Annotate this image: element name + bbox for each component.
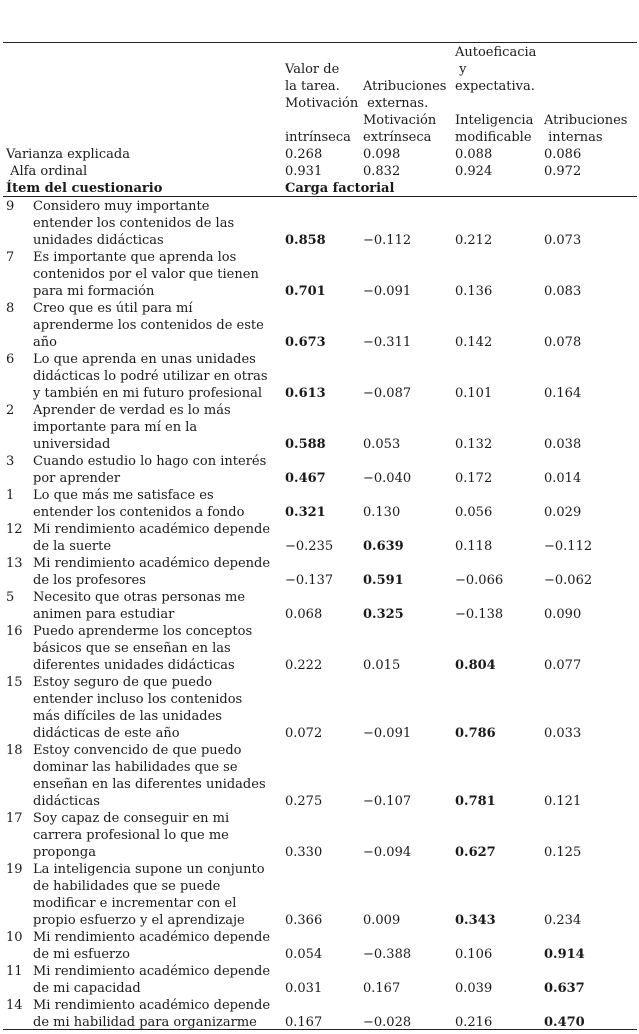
header-col3-line: Inteligencia [455,113,534,128]
loading-value: 0.078 [544,335,582,350]
item-text-line: enseñan en las diferentes unidades [33,777,266,792]
item-text-line: Mi rendimiento académico depende [33,998,271,1013]
loading-value: 0.132 [455,437,493,452]
loading-value: 0.054 [285,947,323,962]
item-text [33,351,273,402]
varianza-value: 0.268 [285,147,323,162]
item-text-line: de los profesores [33,573,146,588]
item-text-line: por aprender [33,471,121,486]
item-text-line: año [33,335,57,350]
carga-factorial-header: Carga factorial [285,181,395,196]
loading-value: 0.029 [544,505,582,520]
item-text-line: universidad [33,437,111,452]
loading-value: 0.591 [363,573,404,588]
item-text-line: básicos que se enseñan en las [33,641,231,656]
loading-value: 0.467 [285,471,326,486]
loading-value: 0.167 [363,981,401,996]
item-text-line: didácticas de este año [33,726,180,741]
header-col2-line: externas. [363,96,429,111]
varianza-value: 0.098 [363,147,401,162]
loading-value: −0.028 [363,1015,412,1030]
loading-value: −0.112 [363,233,412,248]
loading-value: −0.091 [363,726,412,741]
loading-value: 0.613 [285,386,326,401]
loading-value: 0.234 [544,913,582,928]
loading-value: 0.053 [363,437,401,452]
item-text-line: Cuando estudio lo hago con interés [33,454,267,469]
loading-value: 0.083 [544,284,582,299]
loading-value: 0.106 [455,947,493,962]
item-number: 13 [6,556,23,571]
item-text-line: Soy capaz de conseguir en mi [33,811,230,826]
header-col4-line: internas [544,130,603,145]
item-text-line: unidades didácticas [33,233,164,248]
loading-value: 0.275 [285,794,323,809]
alfa-value: 0.832 [363,164,401,179]
alfa-value: 0.972 [544,164,582,179]
item-text-line: Estoy seguro de que puedo [33,675,213,690]
item-number: 5 [6,590,15,605]
loading-value: 0.222 [285,658,323,673]
top-rule [3,42,637,43]
item-text [33,589,273,623]
item-text-line: Aprender de verdad es lo más [33,403,231,418]
loading-value: 0.627 [455,845,496,860]
loading-value: 0.130 [363,505,401,520]
item-number: 16 [6,624,23,639]
header-col3-line: expectativa. [455,79,535,94]
item-text-line: para mi formación [33,284,155,299]
item-number: 2 [6,403,15,418]
loading-value: 0.125 [544,845,582,860]
alfa-value: 0.931 [285,164,323,179]
item-text-line: de mi capacidad [33,981,141,996]
varianza-value: 0.086 [544,147,582,162]
item-text-line: didácticas [33,794,100,809]
item-text-line: animen para estudiar [33,607,175,622]
item-number: 17 [6,811,23,826]
loading-value: 0.781 [455,794,496,809]
item-text-line: y también en mi futuro profesional [33,386,263,401]
item-text-line: Puedo aprenderme los conceptos [33,624,253,639]
loading-value: 0.014 [544,471,582,486]
header-rule [3,196,637,197]
loading-value: 0.321 [285,505,326,520]
header-col2-line: extrínseca [363,130,432,145]
item-text [33,453,273,487]
item-text-line: Es importante que aprenda los [33,250,237,265]
item-text [33,249,273,300]
item-text [33,521,273,555]
item-text-line: Considero muy importante [33,199,210,214]
item-text [33,198,273,249]
loading-value: 0.470 [544,1015,585,1030]
loading-value: −0.112 [544,539,593,554]
item-text-line: Mi rendimiento académico depende [33,930,271,945]
alfa-value: 0.924 [455,164,493,179]
item-text-line: de habilidades que se puede [33,879,221,894]
item-text [33,810,273,861]
loading-value: 0.172 [455,471,493,486]
header-col1-line: intrínseca [285,130,351,145]
loading-value: −0.094 [363,845,412,860]
loading-value: 0.072 [285,726,323,741]
item-number: 3 [6,454,15,469]
item-text-line: Lo que más me satisface es [33,488,214,503]
loading-value: 0.033 [544,726,582,741]
item-text [33,300,273,351]
varianza-value: 0.088 [455,147,493,162]
item-number: 19 [6,862,23,877]
loading-value: 0.212 [455,233,493,248]
item-number: 15 [6,675,23,690]
item-number: 10 [6,930,23,945]
item-text [33,623,273,674]
item-text-line: de mi habilidad para organizarme [33,1015,257,1030]
loading-value: 0.216 [455,1015,493,1030]
item-text-line: entender los contenidos de las [33,216,235,231]
loading-value: 0.701 [285,284,326,299]
item-number: 12 [6,522,23,537]
item-text-line: aprenderme los contenidos de este [33,318,264,333]
item-text [33,487,273,521]
item-text-line: de mi esfuerzo [33,947,130,962]
item-text [33,402,273,453]
loading-value: 0.914 [544,947,585,962]
item-text [33,742,273,810]
item-text-line: Mi rendimiento académico depende [33,522,271,537]
item-text-line: Mi rendimiento académico depende [33,556,271,571]
item-text-line: carrera profesional lo que me [33,828,229,843]
item-text-line: modificar e incrementar con el [33,896,237,911]
header-col3-line: modificable [455,130,532,145]
item-text-line: contenidos por el valor que tienen [33,267,259,282]
header-col2-line: Atribuciones [363,79,447,94]
loading-value: 0.164 [544,386,582,401]
item-text-line: entender los contenidos a fondo [33,505,245,520]
item-text-line: importante para mí en la [33,420,198,435]
loading-value: −0.235 [285,539,334,554]
loading-value: 0.637 [544,981,585,996]
loading-value: 0.090 [544,607,582,622]
varianza-label: Varianza explicada [6,147,130,162]
loading-value: 0.786 [455,726,496,741]
item-text-line: La inteligencia supone un conjunto [33,862,265,877]
item-number: 18 [6,743,23,758]
loading-value: 0.858 [285,233,326,248]
loading-value: 0.639 [363,539,404,554]
header-col1-line: Valor de [285,62,340,77]
item-text-line: entender incluso los contenidos [33,692,243,707]
alfa-label: Alfa ordinal [6,164,88,179]
item-number: 14 [6,998,23,1013]
loading-value: −0.137 [285,573,334,588]
loading-value: 0.325 [363,607,404,622]
loading-value: 0.366 [285,913,323,928]
header-col2-line: Motivación [363,113,437,128]
loading-value: 0.343 [455,913,496,928]
loading-value: −0.311 [363,335,412,350]
header-col1-line: Motivación [285,96,359,111]
item-number: 6 [6,352,15,367]
bottom-rule [3,1029,637,1030]
header-col3-line: Autoeficacia [455,45,537,60]
loading-value: −0.087 [363,386,412,401]
item-number: 7 [6,250,15,265]
item-text-line: más difíciles de las unidades [33,709,222,724]
item-number: 11 [6,964,23,979]
loading-value: 0.015 [363,658,401,673]
item-text [33,963,273,997]
header-col4-line: Atribuciones [544,113,628,128]
loading-value: 0.121 [544,794,582,809]
item-text-line: Necesito que otras personas me [33,590,246,605]
loading-value: 0.101 [455,386,493,401]
item-text-line: diferentes unidades didácticas [33,658,235,673]
item-number: 1 [6,488,15,503]
item-number: 9 [6,199,15,214]
loading-value: 0.673 [285,335,326,350]
item-text [33,674,273,742]
item-column-header: Ítem del cuestionario [6,181,163,196]
loading-value: 0.804 [455,658,496,673]
loading-value: 0.136 [455,284,493,299]
loading-value: −0.062 [544,573,593,588]
item-text-line: Creo que es útil para mí [33,301,193,316]
item-text-line: de la suerte [33,539,112,554]
item-text-line: proponga [33,845,96,860]
loading-value: −0.066 [455,573,504,588]
item-text-line: didácticas lo podré utilizar en otras [33,369,268,384]
header-col3-line: y [455,62,467,77]
loading-value: 0.031 [285,981,323,996]
loading-value: 0.039 [455,981,493,996]
loading-value: −0.107 [363,794,412,809]
loading-value: 0.118 [455,539,493,554]
item-text [33,997,273,1031]
loading-value: 0.056 [455,505,493,520]
item-text-line: propio esfuerzo y el aprendizaje [33,913,245,928]
loading-value: −0.388 [363,947,412,962]
item-text-line: dominar las habilidades que se [33,760,238,775]
item-text-line: Estoy convencido de que puedo [33,743,242,758]
item-text [33,555,273,589]
item-text [33,929,273,963]
loading-value: 0.009 [363,913,401,928]
loading-value: −0.091 [363,284,412,299]
loading-value: 0.073 [544,233,582,248]
loading-value: 0.330 [285,845,323,860]
loading-value: 0.038 [544,437,582,452]
loading-value: 0.167 [285,1015,323,1030]
item-number: 8 [6,301,15,316]
loading-value: −0.138 [455,607,504,622]
item-text-line: Mi rendimiento académico depende [33,964,271,979]
loading-value: 0.068 [285,607,323,622]
item-text [33,861,273,929]
loading-value: −0.040 [363,471,412,486]
item-text-line: Lo que aprenda en unas unidades [33,352,256,367]
header-col1-line: la tarea. [285,79,340,94]
loading-value: 0.077 [544,658,582,673]
loading-value: 0.142 [455,335,493,350]
loading-value: 0.588 [285,437,326,452]
